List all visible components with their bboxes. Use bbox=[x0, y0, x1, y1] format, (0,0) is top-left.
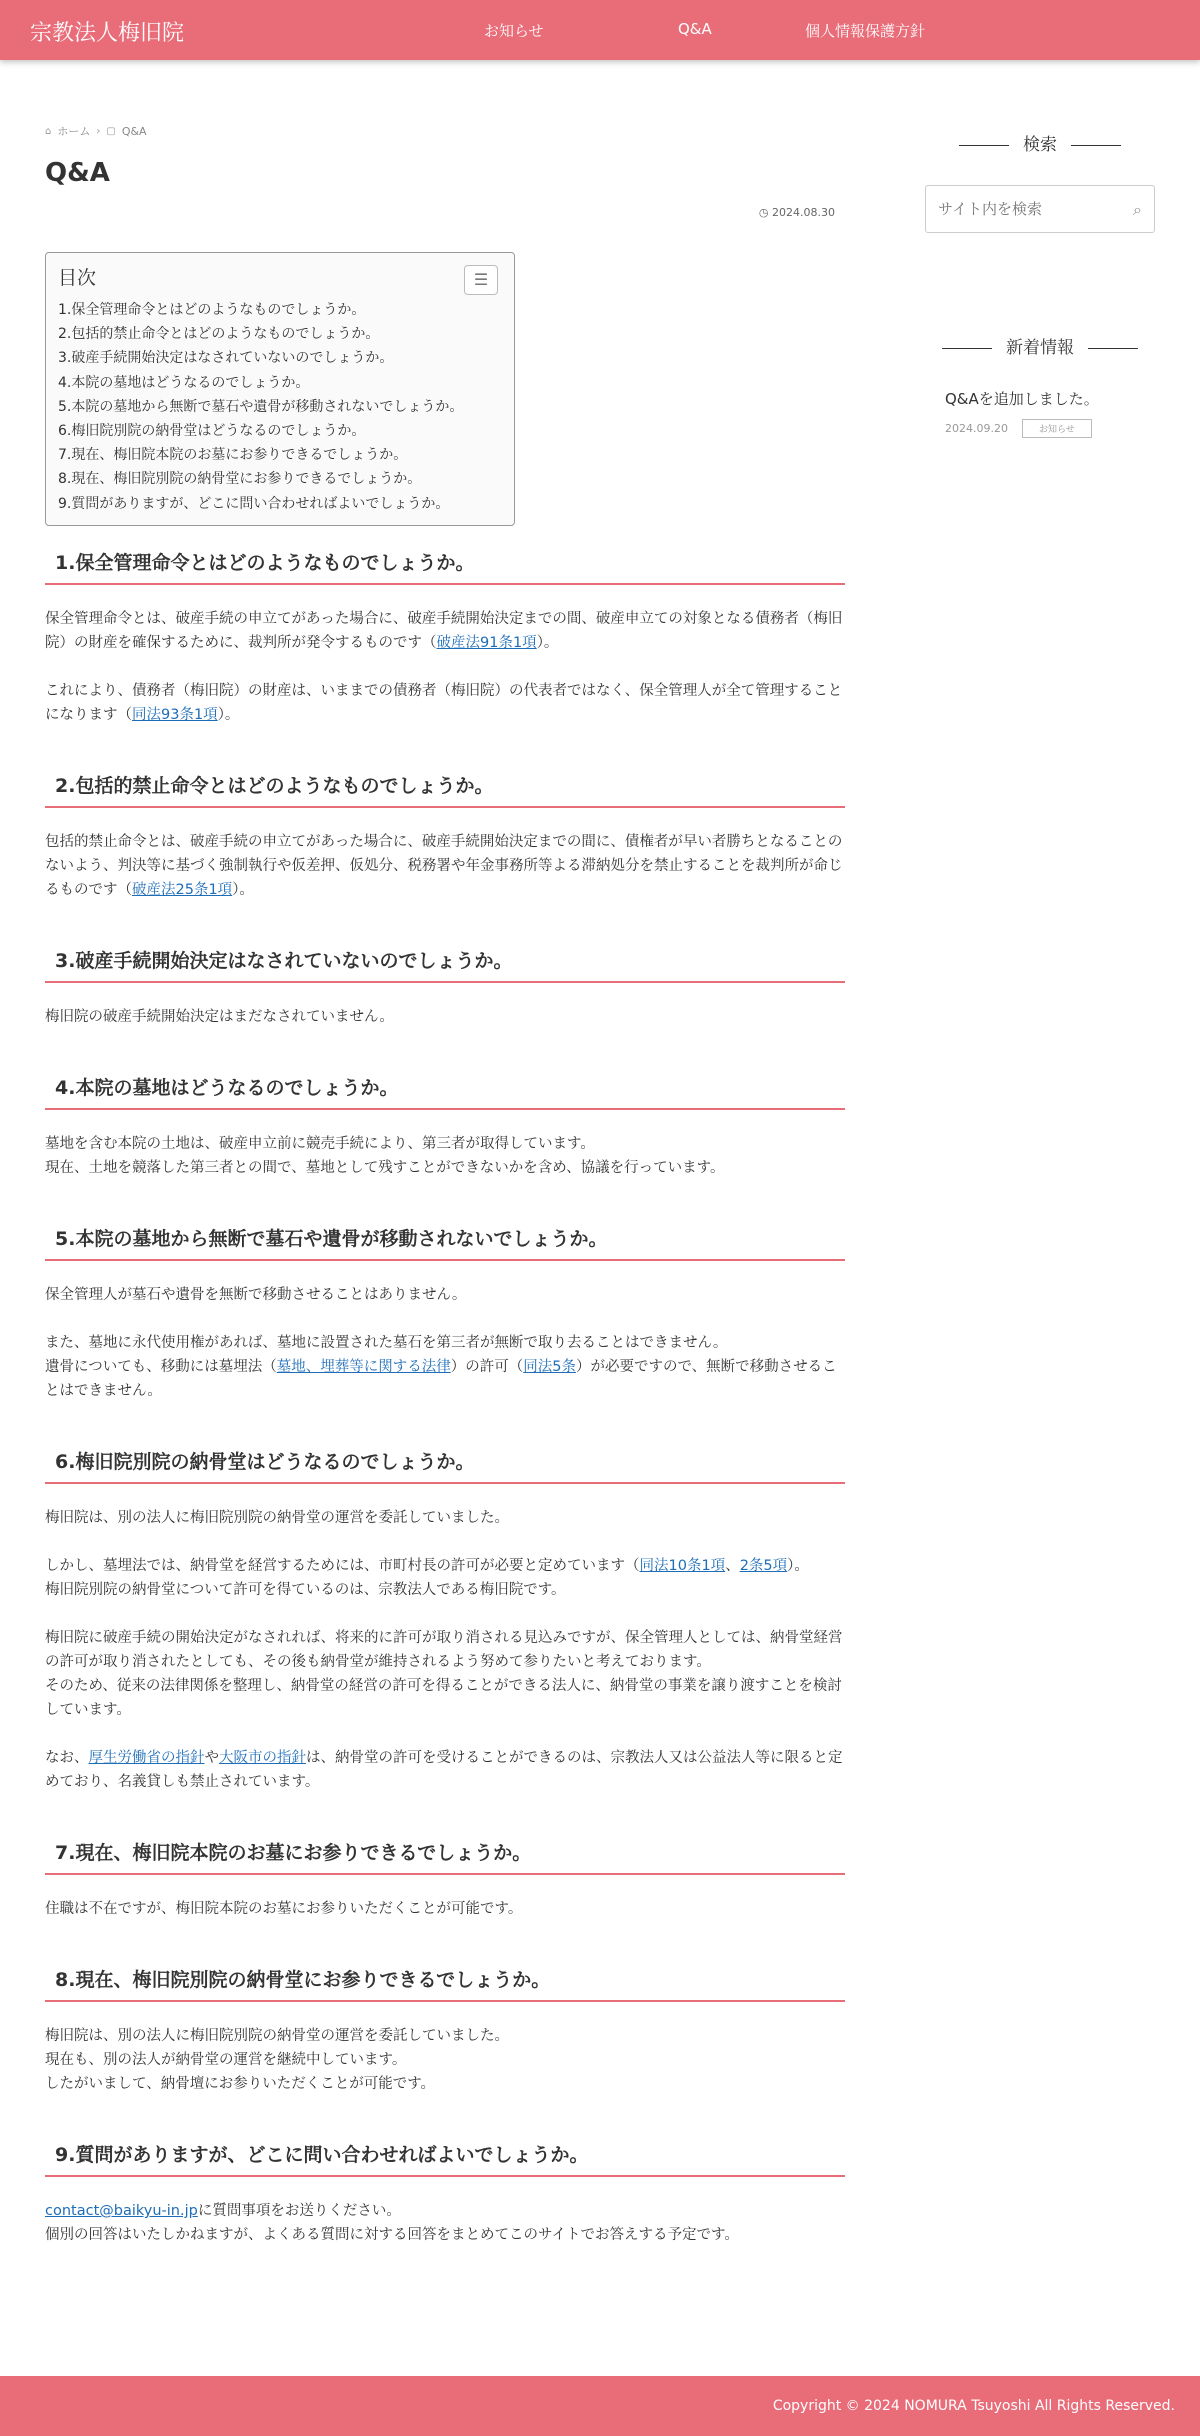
section-paragraph bbox=[45, 2199, 845, 2223]
qa-section-6 bbox=[45, 1439, 845, 1794]
law-link[interactable]: 2条5項 bbox=[739, 1558, 788, 1574]
toc-title: 目次 bbox=[58, 267, 97, 289]
toc-item[interactable]: 9.質問がありますが、どこに問い合わせればよいでしょうか。 bbox=[58, 495, 450, 512]
section-heading: 6.梅旧院別院の納骨堂はどうなるのでしょうか。 bbox=[45, 1439, 845, 1484]
text: は、納骨堂の許可を受けることができるのは、宗教法人又は公益法人等に限ると定めており、名義貸しも禁止されています。 bbox=[45, 1750, 843, 1790]
section-paragraph: 保全管理人が墓石や遺骨を無断で移動させることはありません。 bbox=[45, 1287, 467, 1303]
section-paragraph bbox=[45, 607, 845, 655]
text: ）が必要ですので、無断で移動させることはできません。 bbox=[45, 1359, 837, 1399]
qa-section-7 bbox=[45, 1830, 845, 1921]
divider bbox=[1071, 145, 1121, 146]
home-icon: ⌂ bbox=[45, 125, 52, 137]
divider bbox=[1088, 348, 1138, 349]
section-paragraph: 墓地を含む本院の土地は、破産申立前に競売手続により、第三者が取得しています。 bbox=[45, 1136, 595, 1152]
section-paragraph bbox=[45, 1355, 845, 1403]
text: ）。 bbox=[232, 882, 254, 898]
search-icon[interactable]: ⌕ bbox=[1133, 200, 1142, 219]
search-input[interactable] bbox=[926, 186, 1154, 232]
section-heading: 1.保全管理命令とはどのようなものでしょうか。 bbox=[45, 540, 845, 585]
section-heading: 8.現在、梅旧院別院の納骨堂にお参りできるでしょうか。 bbox=[45, 1957, 845, 2002]
text: ）。 bbox=[787, 1558, 809, 1574]
text: 、 bbox=[725, 1558, 740, 1574]
text: 遺骨についても、移動には墓埋法（ bbox=[45, 1359, 277, 1375]
toc-toggle-button[interactable] bbox=[464, 265, 498, 295]
search-widget-title bbox=[925, 130, 1155, 155]
section-heading: 5.本院の墓地から無断で墓石や遺骨が移動されないでしょうか。 bbox=[45, 1216, 845, 1261]
clock-icon: ◷ bbox=[758, 206, 769, 219]
section-paragraph: 梅旧院は、別の法人に梅旧院別院の納骨堂の運営を委託していました。 bbox=[45, 2028, 509, 2044]
text: しかし、墓埋法では、納骨堂を経営するためには、市町村長の許可が必要と定めています（ bbox=[45, 1558, 640, 1574]
section-heading: 2.包括的禁止命令とはどのようなものでしょうか。 bbox=[45, 763, 845, 808]
toc-list bbox=[58, 298, 502, 516]
toc-item[interactable]: 4.本院の墓地はどうなるのでしょうか。 bbox=[58, 374, 310, 391]
law-link[interactable]: 破産法91条1項 bbox=[436, 635, 537, 651]
guideline-link[interactable]: 厚生労働省の指針 bbox=[88, 1750, 205, 1766]
text: 包括的禁止命令とは、破産手続の申立てがあった場合に、破産手続開始決定までの間に、債権者が早い者勝ちとなることのないよう、判決等に基づく強制執行や仮差押、仮処分、税務署や年金事務所等よる滞納処分を禁止することを裁判所が命じるものです（ bbox=[45, 834, 843, 898]
chevron-right-icon: › bbox=[96, 125, 101, 137]
law-link[interactable]: 同法5条 bbox=[523, 1359, 576, 1375]
qa-section-8 bbox=[45, 1957, 845, 2096]
toc-item[interactable]: 5.本院の墓地から無断で墓石や遺骨が移動されないでしょうか。 bbox=[58, 398, 464, 415]
qa-section-3 bbox=[45, 938, 845, 1029]
section-paragraph: 梅旧院の破産手続開始決定はまだなされていません。 bbox=[45, 1009, 394, 1025]
law-link[interactable]: 同法10条1項 bbox=[639, 1558, 726, 1574]
toc-item[interactable]: 2.包括的禁止命令とはどのようなものでしょうか。 bbox=[58, 326, 380, 343]
qa-section-5 bbox=[45, 1216, 845, 1403]
section-heading: 3.破産手続開始決定はなされていないのでしょうか。 bbox=[45, 938, 845, 983]
text: 保全管理命令とは、破産手続の申立てがあった場合に、破産手続開始決定までの間、破産申立ての対象となる債務者（梅旧院）の財産を確保するために、裁判所が発令するものです（ bbox=[45, 611, 843, 651]
law-link[interactable]: 墓地、埋葬等に関する法律 bbox=[276, 1359, 451, 1375]
breadcrumb-home[interactable]: ホーム bbox=[57, 125, 91, 138]
section-paragraph bbox=[45, 1554, 845, 1578]
table-of-contents bbox=[45, 252, 515, 526]
toc-item[interactable]: 7.現在、梅旧院本院のお墓にお参りできるでしょうか。 bbox=[58, 447, 408, 464]
guideline-link[interactable]: 大阪市の指針 bbox=[219, 1750, 306, 1766]
nav-item-qa[interactable]: Q&A bbox=[678, 20, 712, 38]
divider bbox=[942, 348, 992, 349]
text: ）。 bbox=[217, 707, 240, 723]
section-paragraph: また、墓地に永代使用権があれば、墓地に設置された墓石を第三者が無断で取り去ることはできません。 bbox=[45, 1335, 728, 1351]
qa-section-4 bbox=[45, 1065, 845, 1180]
news-item-title[interactable]: Q&Aを追加しました。 bbox=[945, 390, 1099, 408]
category-badge: お知らせ bbox=[1022, 419, 1092, 438]
nav-item-news[interactable]: お知らせ bbox=[484, 22, 544, 40]
post-date-value: 2024.08.30 bbox=[772, 206, 835, 219]
section-paragraph: したがいまして、納骨壇にお参りいただくことが可能です。 bbox=[45, 2076, 436, 2092]
section-paragraph: そのため、従来の法律関係を整理し、納骨堂の経営の許可を得ることができる法人に、納骨堂の事業を譲り渡すことを検討しています。 bbox=[45, 1678, 842, 1718]
search-box bbox=[925, 185, 1155, 233]
sidebar bbox=[925, 130, 1155, 438]
text: これにより、債務者（梅旧院）の財産は、いままでの債務者（梅旧院）の代表者ではなく、保全管理人が全て管理することになります（ bbox=[45, 683, 843, 723]
folder-icon: ▢ bbox=[106, 125, 116, 137]
section-paragraph: 個別の回答はいたしかねますが、よくある質問に対する回答をまとめてこのサイトでお答えする予定です。 bbox=[45, 2227, 739, 2243]
text: ）。 bbox=[536, 635, 559, 651]
text: に質問事項をお送りください。 bbox=[197, 2203, 401, 2219]
search-title-text: 検索 bbox=[1023, 135, 1057, 155]
breadcrumb bbox=[45, 123, 147, 139]
section-paragraph bbox=[45, 679, 845, 727]
qa-section-1 bbox=[45, 540, 845, 727]
text: なお、 bbox=[45, 1750, 89, 1766]
site-footer bbox=[0, 2376, 1200, 2436]
news-item[interactable] bbox=[925, 388, 1155, 438]
news-item-meta bbox=[945, 419, 1155, 438]
section-paragraph bbox=[45, 1746, 845, 1794]
text: ）の許可（ bbox=[450, 1359, 524, 1375]
post-date bbox=[759, 206, 835, 219]
section-paragraph bbox=[45, 830, 845, 902]
divider bbox=[959, 145, 1009, 146]
qa-section-9 bbox=[45, 2132, 845, 2247]
section-paragraph: 現在も、別の法人が納骨堂の運営を継続中しています。 bbox=[45, 2052, 407, 2068]
news-title-text: 新着情報 bbox=[1006, 338, 1074, 358]
copyright-text: Copyright © 2024 NOMURA Tsuyoshi All Rights Reserved. bbox=[772, 2398, 1175, 2414]
section-paragraph: 梅旧院別院の納骨堂について許可を得ているのは、宗教法人である梅旧院です。 bbox=[45, 1582, 566, 1598]
law-link[interactable]: 破産法25条1項 bbox=[132, 882, 233, 898]
page-title: Q&A bbox=[45, 158, 110, 188]
email-link[interactable]: contact@baikyu-in.jp bbox=[45, 2203, 198, 2219]
toc-item[interactable]: 6.梅旧院別院の納骨堂はどうなるのでしょうか。 bbox=[58, 423, 366, 440]
toc-item[interactable]: 3.破産手続開始決定はなされていないのでしょうか。 bbox=[58, 350, 394, 367]
site-header bbox=[0, 0, 1200, 60]
section-paragraph: 梅旧院に破産手続の開始決定がなされれば、将来的に許可が取り消される見込みですが、保全管理人としては、納骨堂経営の許可が取り消されたとしても、その後も納骨堂が維持されるよう努めて参りたいと考えております。 bbox=[45, 1630, 843, 1670]
section-paragraph: 住職は不在ですが、梅旧院本院のお墓にお参りいただくことが可能です。 bbox=[45, 1901, 523, 1917]
news-widget-title bbox=[925, 333, 1155, 358]
section-paragraph: 現在、土地を競落した第三者との間で、墓地として残すことができないかを含め、協議を行っています。 bbox=[45, 1160, 725, 1176]
list-icon: ☰ bbox=[473, 270, 489, 289]
section-paragraph: 梅旧院は、別の法人に梅旧院別院の納骨堂の運営を委託していました。 bbox=[45, 1510, 509, 1526]
qa-section-2 bbox=[45, 763, 845, 902]
news-item-date: 2024.09.20 bbox=[945, 422, 1008, 435]
section-heading: 7.現在、梅旧院本院のお墓にお参りできるでしょうか。 bbox=[45, 1830, 845, 1875]
text: や bbox=[204, 1750, 219, 1766]
toc-item[interactable]: 1.保全管理命令とはどのようなものでしょうか。 bbox=[58, 302, 366, 318]
main-content bbox=[45, 540, 845, 2283]
site-title-link[interactable]: 宗教法人梅旧院 bbox=[30, 21, 185, 46]
toc-item[interactable]: 8.現在、梅旧院別院の納骨堂にお参りできるでしょうか。 bbox=[58, 471, 422, 488]
section-heading: 9.質問がありますが、どこに問い合わせればよいでしょうか。 bbox=[45, 2132, 845, 2177]
section-heading: 4.本院の墓地はどうなるのでしょうか。 bbox=[45, 1065, 845, 1110]
law-link[interactable]: 同法93条1項 bbox=[132, 707, 218, 723]
breadcrumb-current: Q&A bbox=[121, 124, 147, 138]
nav-item-privacy[interactable]: 個人情報保護方針 bbox=[805, 22, 926, 40]
